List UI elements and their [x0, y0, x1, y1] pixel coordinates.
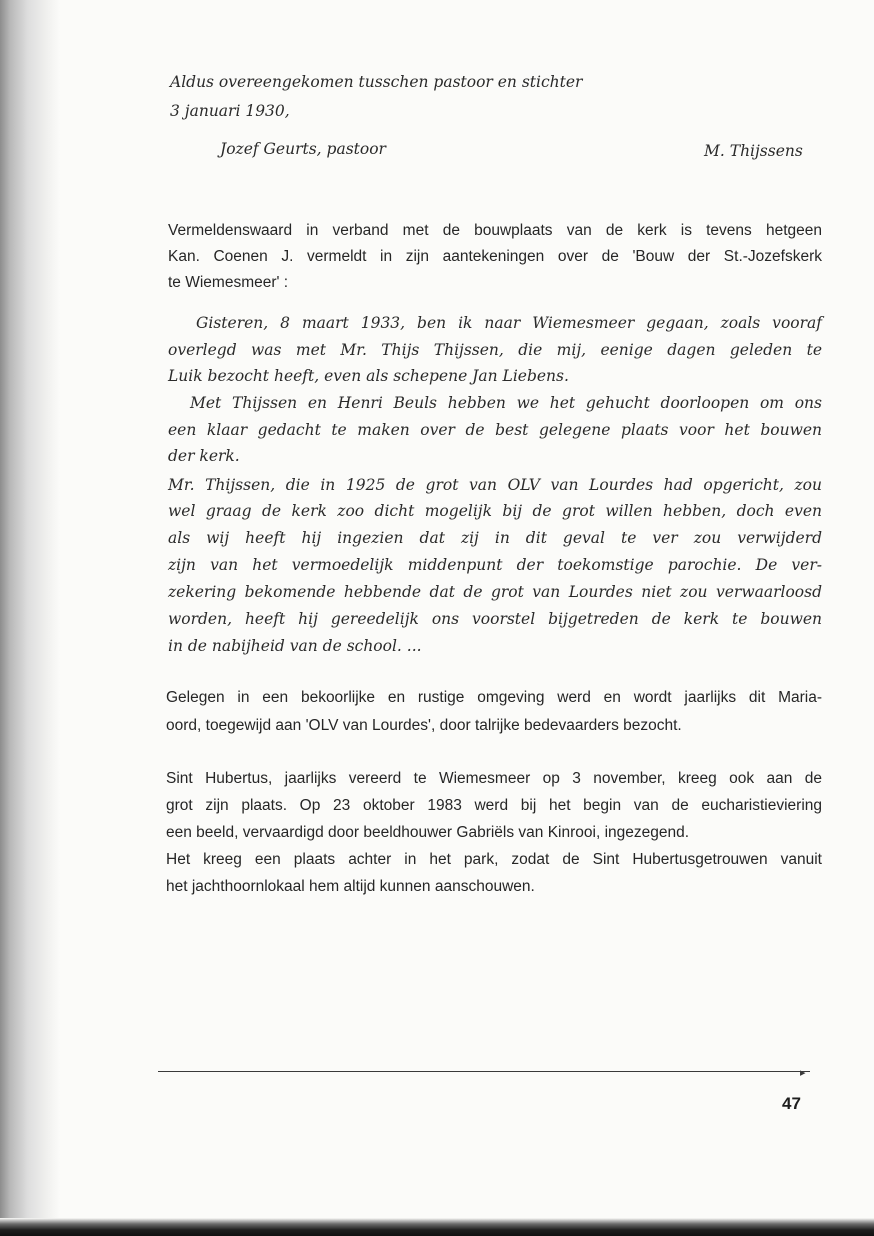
closing-line-2: 3 januari 1930,: [170, 102, 290, 120]
hubertus-line: een beeld, vervaardigd door beeldhouwer Gabriëls van Kinrooi, ingezegend.: [166, 824, 690, 841]
signatory-left: Jozef Geurts, pastoor: [220, 140, 386, 158]
intro-line: te Wiemesmeer' :: [168, 274, 289, 291]
quote-line: in de nabijheid van de school. ...: [168, 637, 422, 655]
setting-line: Gelegen in een bekoorlijke en rustige omgeving werd en wordt jaarlijks dit Maria-: [166, 689, 822, 706]
setting-line: oord, toegewijd aan 'OLV van Lourdes', door talrijke bedevaarders bezocht.: [166, 717, 682, 734]
quote-line: der kerk.: [168, 447, 240, 465]
quote-line: Gisteren, 8 maart 1933, ben ik naar Wiemesmeer gegaan, zoals vooraf: [196, 314, 822, 332]
quote-line: Met Thijssen en Henri Beuls hebben we het gehucht doorloopen om ons: [190, 394, 822, 412]
footer-rule: [158, 1071, 810, 1072]
hubertus-line: het jachthoornlokaal hem altijd kunnen aanschouwen.: [166, 878, 535, 895]
closing-line-1: Aldus overeengekomen tusschen pastoor en stichter: [170, 73, 583, 91]
quote-line: overlegd was met Mr. Thijs Thijssen, die mij, eenige dagen geleden te: [168, 341, 822, 359]
quote-line: een klaar gedacht te maken over de best gelegene plaats voor het bouwen: [168, 421, 822, 439]
quote-line: zekering bekomende hebbende dat de grot van Lourdes niet zou verwaarloosd: [168, 583, 822, 601]
scan-bottom-edge: [0, 1218, 874, 1236]
intro-line: Kan. Coenen J. vermeldt in zijn aantekeningen over de 'Bouw der St.-Jozefskerk: [168, 248, 822, 265]
quote-line: wel graag de kerk zoo dicht mogelijk bij de grot willen hebben, doch even: [168, 502, 822, 520]
quote-line: worden, heeft hij gereedelijk ons voorstel bijgetreden de kerk te bouwen: [168, 610, 822, 628]
quote-line: Luik bezocht heeft, even als schepene Jan Liebens.: [168, 367, 569, 385]
hubertus-line: grot zijn plaats. Op 23 oktober 1983 werd bij het begin van de eucharistieviering: [166, 797, 822, 814]
footer-rule-arrow: ▸: [800, 1066, 806, 1079]
quote-line: als wij heeft hij ingezien dat zij in dit geval te ver zou verwijderd: [168, 529, 822, 547]
signatory-right: M. Thijssens: [704, 142, 803, 160]
intro-line: Vermeldenswaard in verband met de bouwplaats van de kerk is tevens hetgeen: [168, 222, 822, 239]
hubertus-line: Sint Hubertus, jaarlijks vereerd te Wiemesmeer op 3 november, kreeg ook aan de: [166, 770, 822, 787]
quote-line: Mr. Thijssen, die in 1925 de grot van OLV van Lourdes had opgericht, zou: [168, 476, 822, 494]
page-number: 47: [782, 1094, 801, 1113]
quote-line: zijn van het vermoedelijk middenpunt der toekomstige parochie. De ver-: [168, 556, 822, 574]
book-spine-shadow: [0, 0, 60, 1236]
hubertus-line: Het kreeg een plaats achter in het park, zodat de Sint Hubertusgetrouwen vanuit: [166, 851, 822, 868]
